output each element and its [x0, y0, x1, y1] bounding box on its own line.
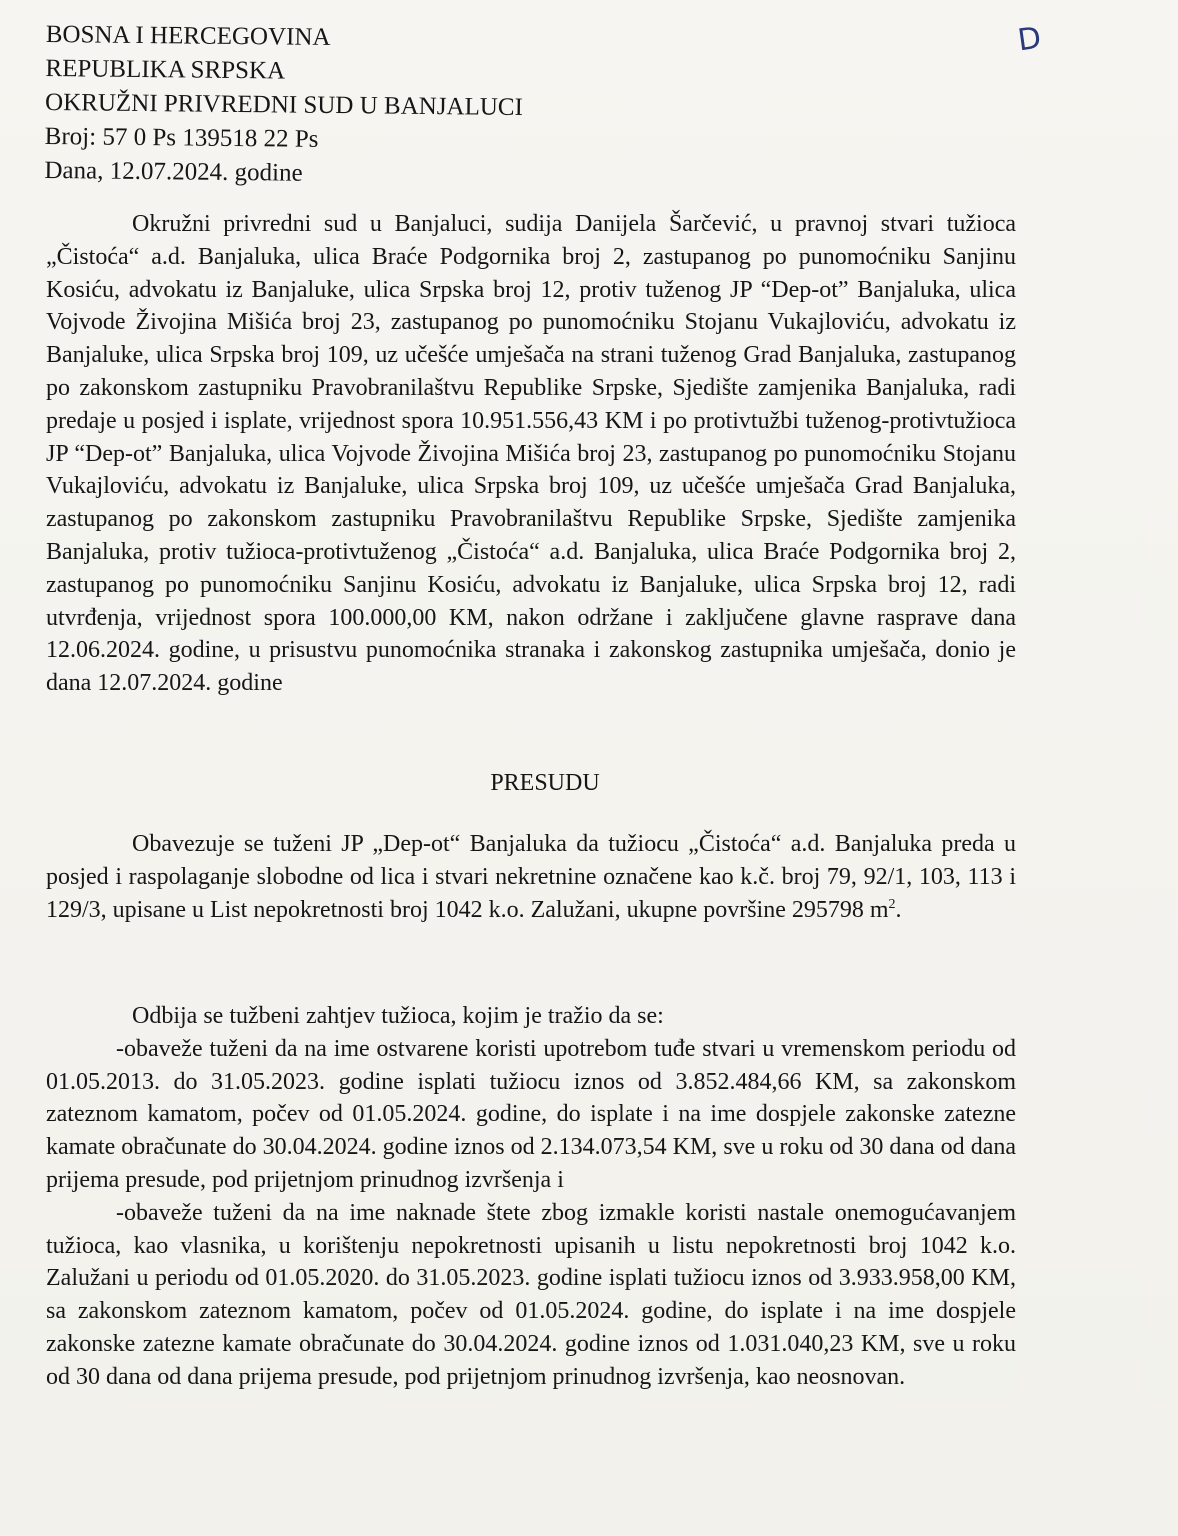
handwritten-mark: D — [1015, 20, 1044, 59]
rejection-item-1 — [46, 1033, 1016, 1197]
ruling-paragraph — [46, 828, 1016, 926]
intro-paragraph — [46, 208, 1016, 700]
document-date: Dana, 12.07.2024. godine — [44, 156, 303, 187]
rejection-item-1-text: -obaveže tuženi da na ime ostvarene koristi upotrebom tuđe stvari u vremenskom periodu od 01.05.2013. do 31.05.2023. godine isplati tužiocu iznos od 3.852.484,66 KM, sa zakonskom zateznom kamatom, počev od 01.05.2024. godine, do isplate i na ime dospjele zakonske zatezne kamate obračunate do 30.04.2024. godine iznos od 2.134.073,54 KM, sve u roku od 30 dana od dana prijema presude, pod prijetnjom prinudnog izvršenja i — [46, 1035, 1016, 1193]
header-court: OKRUŽNI PRIVREDNI SUD U BANJALUCI — [44, 88, 524, 121]
rejection-item-2-text: -obaveže tuženi da na ime naknade štete zbog izmakle koristi nastale onemogućavanjem tužioca, kao vlasnika, u korištenju nepokretnosti upisanih u listu nepokretnosti broj 1042 k.o. Zalužani u periodu od 01.05.2020. do 31.05.2023. godine isplati tužiocu iznos od 3.933.958,00 KM, sa zakonskom zateznom kamatom, počev od 01.05.2024. godine, do isplate i na ime dospjele zakonske zatezne kamate obračunate do 30.04.2024. godine iznos od 1.031.040,23 KM, sve u roku od 30 dana od dana prijema presude, pod prijetnjom prinudnog izvršenja, kao neosnovan. — [46, 1199, 1016, 1390]
rejection-intro: Odbija se tužbeni zahtjev tužioca, kojim je tražio da se: — [132, 1003, 664, 1029]
intro-text: Okružni privredni sud u Banjaluci, sudija Danijela Šarčević, u pravnoj stvari tužioca „Čistoća“ a.d. Banjaluka, ulica Braće Podgornika broj 2, zastupanog po punomoćniku Sanjinu Kosiću, advokatu iz Banjaluke, ulica Srpska broj 12, protiv tuženog JP “Dep-ot” Banjaluka, ulica Vojvode Živojina Mišića broj 23, zastupanog po punomoćniku Stojanu Vukajloviću, advokatu iz Banjaluke, ulica Srpska broj 109, uz učešće umješača na strani tuženog Grad Banjaluka, zastupanog po zakonskom zastupniku Pravobranilaštvu Republike Srpske, Sjedište zamjenika Banjaluka, radi predaje u posjed i isplate, vrijednost spora 10.951.556,43 KM i po protivtužbi tuženog-protivtužioca JP “Dep-ot” Banjaluka, ulica Vojvode Živojina Mišića broj 23, zastupanog po punomoćniku Stojanu Vukajloviću, advokatu iz Banjaluke, ulica Srpska broj 109, uz učešće umješača Grad Banjaluka, zastupanog po zakonskom zastupniku Pravobranilaštvu Republike Srpske, Sjedište zamjenika Banjaluka, protiv tužioca-protivtuženog „Čistoća“ a.d. Banjaluka, ulica Braće Podgornika broj 2, zastupanog po punomoćniku Sanjinu Kosiću, advokatu iz Banjaluke, ulica Srpska broj 12, radi utvrđenja, vrijednost spora 100.000,00 KM, nakon održane i zaključene glavne rasprave dana 12.06.2024. godine, u prisustvu punomoćnika stranaka i zakonskog zastupnika umješača, donio je dana 12.07.2024. godine — [46, 211, 1016, 697]
court-header — [44, 18, 524, 193]
verdict-heading: PRESUDU — [490, 770, 600, 796]
header-entity: REPUBLIKA SRPSKA — [45, 54, 286, 85]
area-superscript: 2 — [888, 896, 896, 912]
ruling-text: Obavezuje se tuženi JP „Dep-ot“ Banjaluka da tužiocu „Čistoća“ a.d. Banjaluka preda u posjed i raspolaganje slobodne od lica i stvari nekretnine označene kao k.č. broj 79, 92/1, 103, 113 i 129/3, upisane u List nepokretnosti broj 1042 k.o. Zalužani, ukupne površine 295798 m — [46, 831, 1016, 923]
header-country: BOSNA I HERCEGOVINA — [45, 20, 331, 51]
rejection-item-2 — [46, 1197, 1016, 1394]
rejection-section — [46, 1000, 1016, 1394]
case-number: Broj: 57 0 Ps 139518 22 Ps — [44, 122, 319, 153]
rejection-intro-line — [46, 1000, 1016, 1033]
ruling-end: . — [895, 896, 902, 923]
